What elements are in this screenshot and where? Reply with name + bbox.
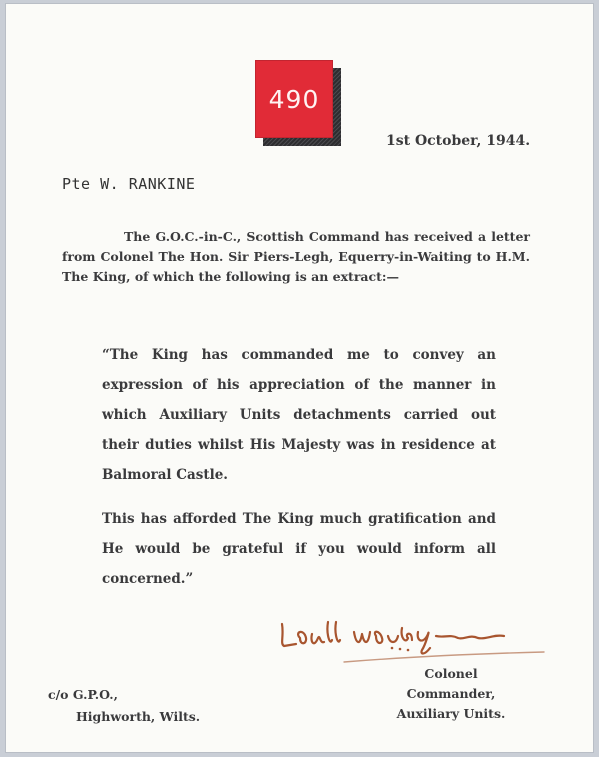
signatory-block bbox=[386, 664, 516, 724]
address-line-1: c/o G.P.O., bbox=[48, 687, 118, 702]
recipient-name: Pte W. RANKINE bbox=[62, 175, 196, 193]
unit-logo bbox=[255, 60, 341, 146]
signatory-title: Commander, bbox=[406, 686, 496, 701]
letter-page bbox=[6, 4, 593, 752]
address-block bbox=[48, 684, 200, 728]
signatory-unit: Auxiliary Units. bbox=[396, 706, 506, 721]
signatory-rank: Colonel bbox=[424, 666, 478, 681]
address-line-2: Highworth, Wilts. bbox=[76, 709, 201, 724]
quote-paragraph-1: “The King has commanded me to convey an expression of his appreciation of the manner in which Auxiliary Units detachments carried out their duties whilst His Majesty was in residence at Balmoral Castle. bbox=[102, 347, 496, 483]
quote-paragraph-2: This has afforded The King much gratification and He would be grateful if you would inform all concerned.” bbox=[102, 511, 496, 587]
logo-number: 490 bbox=[268, 84, 320, 114]
logo-red-block bbox=[255, 60, 333, 138]
intro-paragraph: The G.O.C.-in-C., Scottish Command has received a letter from Colonel The Hon. Sir Piers-Legh, Equerry-in-Waiting to H.M. The King, of which the following is an extract:— bbox=[62, 229, 530, 284]
letter-date: 1st October, 1944. bbox=[386, 133, 531, 149]
